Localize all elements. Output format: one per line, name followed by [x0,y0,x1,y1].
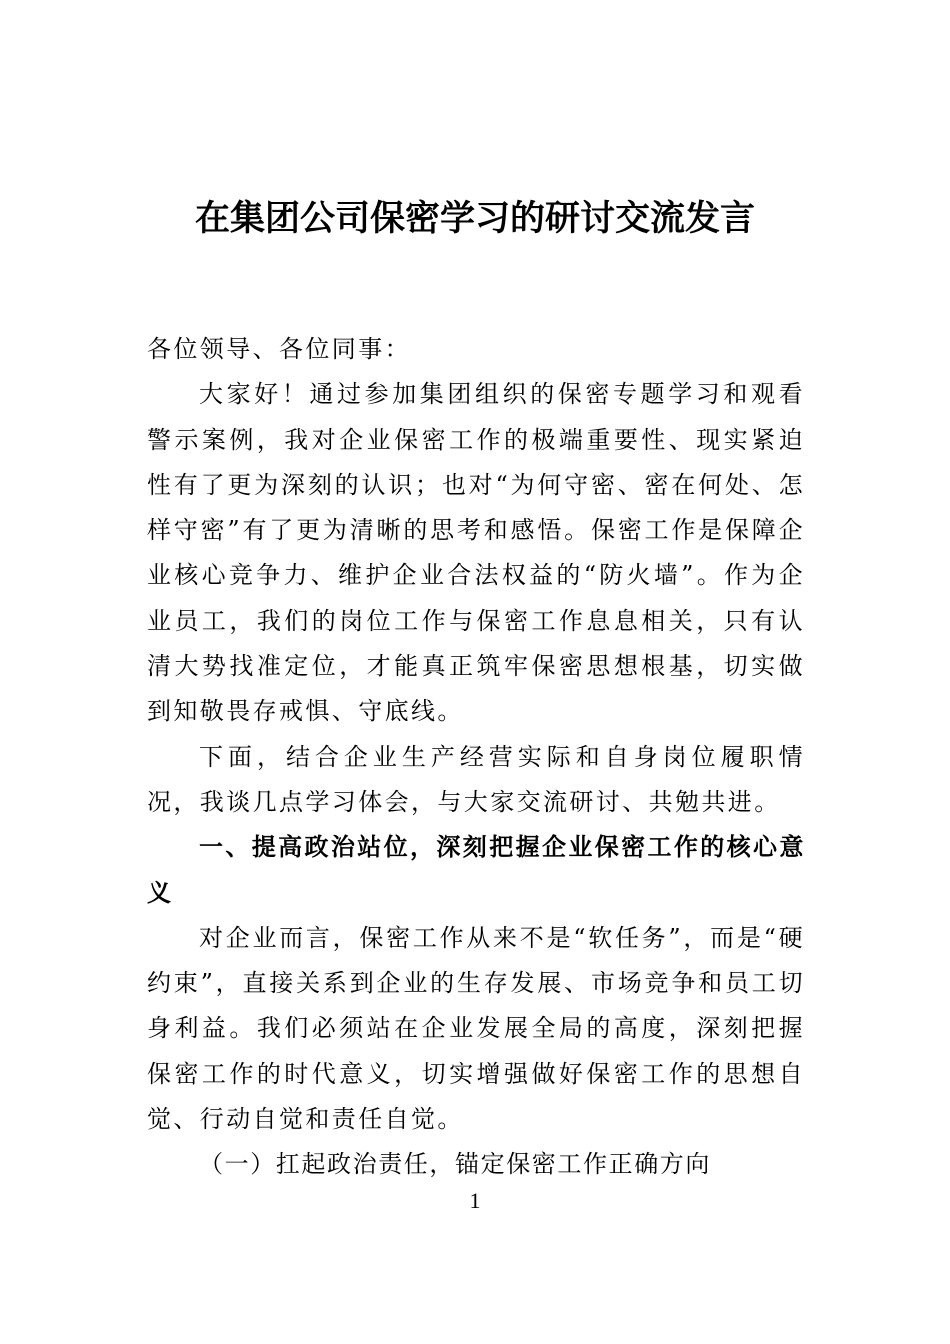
section-paragraph: 对企业而言，保密工作从来不是“软任务”，而是“硬约束”，直接关系到企业的生存发展、市场竞争和员工切身利益。我们必须站在企业发展全局的高度，深刻把握保密工作的时代意义，切实增强做好保密工作的思想自觉、行动自觉和责任自觉。 [147,923,805,1134]
section-heading: 一、提高政治站位，深刻把握企业保密工作的核心意义 [147,833,805,907]
page-number: 1 [469,1188,481,1213]
document-body [147,327,805,1188]
subsection-heading: （一）扛起政治责任，锚定保密工作正确方向 [199,1150,711,1179]
paragraph-greeting: 大家好！通过参加集团组织的保密专题学习和观看警示案例，我对企业保密工作的极端重要性、现实紧迫性有了更为深刻的认识；也对“为何守密、密在何处、怎样守密”有了更为清晰的思考和感悟。保密工作是保障企业核心竞争力、维护企业合法权益的“防火墙”。作为企业员工，我们的岗位工作与保密工作息息相关，只有认清大势找准定位，才能真正筑牢保密思想根基，切实做到知敬畏存戒惧、守底线。 [147,380,805,726]
paragraph-intro: 下面，结合企业生产经营实际和自身岗位履职情况，我谈几点学习体会，与大家交流研讨、共勉共进。 [147,742,805,816]
document-title: 在集团公司保密学习的研讨交流发言 [194,198,755,239]
salutation: 各位领导、各位同事： [147,335,411,363]
